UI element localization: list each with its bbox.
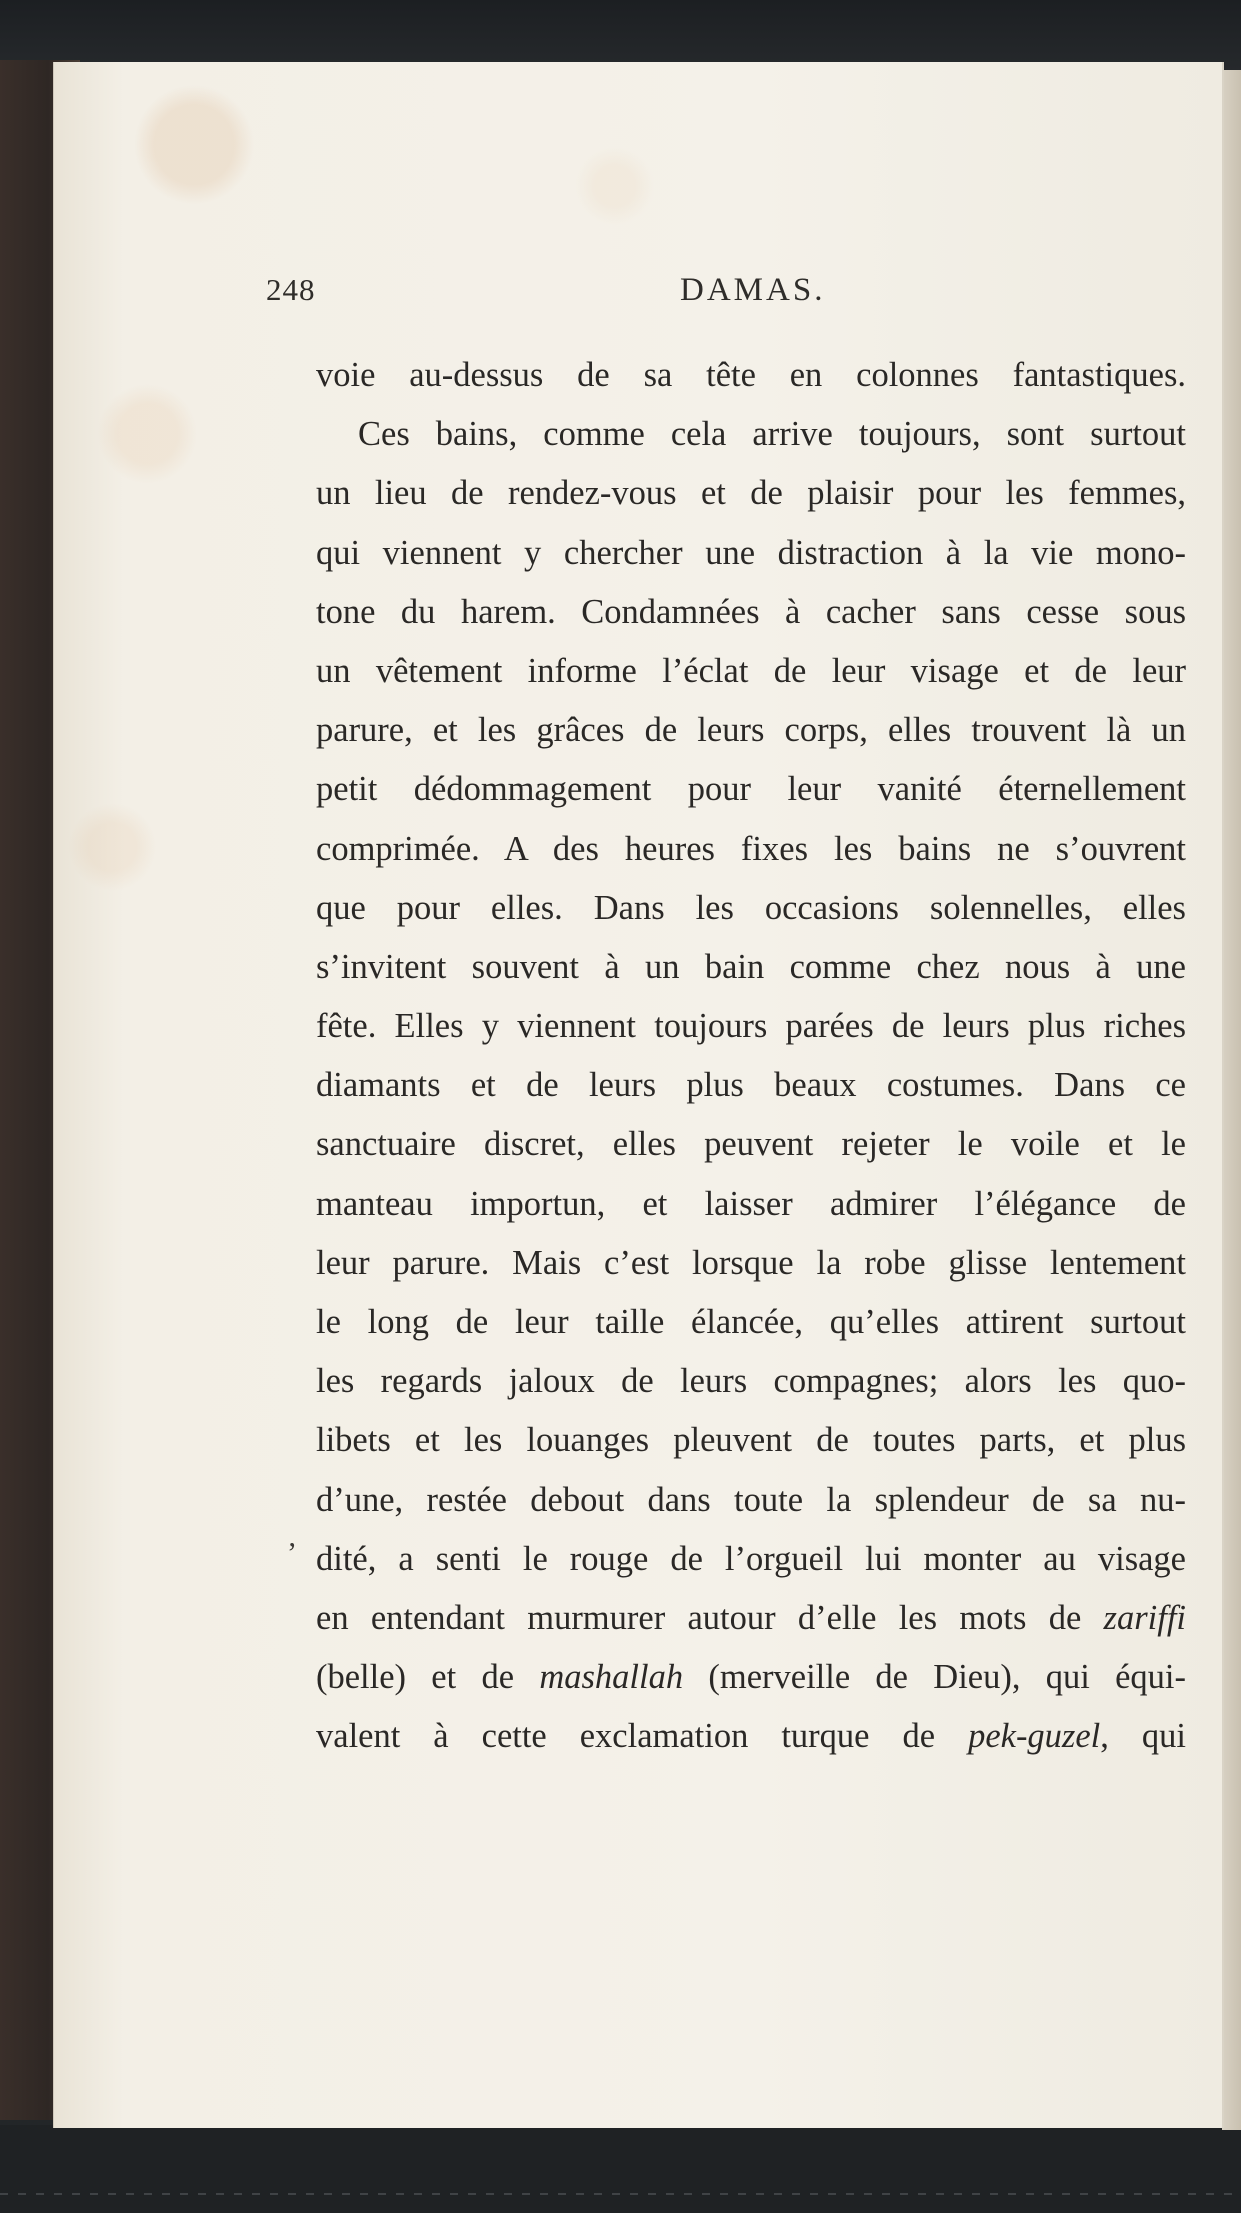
margin-mark: ʼ <box>287 1537 297 1570</box>
text-line: le long de leur taille élancée, qu’elles attirent surtout <box>316 1303 1186 1341</box>
text-segment: (merveille de Dieu), qui équi- <box>683 1658 1187 1697</box>
italic-word: pek-guzel <box>968 1717 1101 1756</box>
italic-word: mashallah <box>539 1658 684 1697</box>
text-line: les regards jaloux de leurs compagnes; alors les quo- <box>316 1362 1186 1401</box>
text-line: libets et les louanges pleuvent de toutes parts, et plus <box>316 1421 1186 1460</box>
text-line: leur parure. Mais c’est lorsque la robe glisse lentement <box>316 1243 1186 1282</box>
text-line: que pour elles. Dans les occasions solennelles, elles <box>316 888 1186 927</box>
text-line <box>316 1589 1186 1648</box>
text-line: tone du harem. Condamnées à cacher sans cesse sous <box>316 592 1186 631</box>
text-line: un lieu de rendez-vous et de plaisir pour les femmes, <box>316 474 1186 513</box>
text-line: d’une, restée debout dans toute la splendeur de sa nu- <box>316 1480 1186 1519</box>
text-line: dité, a senti le rouge de l’orgueil lui monter au visage <box>316 1539 1186 1578</box>
text-line: qui viennent y chercher une distraction à la vie mono- <box>316 533 1186 572</box>
running-title: DAMAS. <box>680 272 826 308</box>
text-segment: , qui <box>1100 1717 1186 1756</box>
page-number: 248 <box>266 272 316 307</box>
body-text <box>316 346 1186 1767</box>
text-line: manteau importun, et laisser admirer l’élégance de <box>316 1184 1186 1223</box>
text-line: s’invitent souvent à un bain comme chez nous à une <box>316 947 1186 986</box>
text-line: parure, et les grâces de leurs corps, elles trouvent là un <box>316 711 1186 750</box>
text-segment: valent à cette exclamation turque de <box>316 1717 969 1756</box>
page-stack-edge <box>1222 70 1241 2130</box>
italic-word: zariffi <box>1103 1598 1186 1637</box>
text-line: sanctuaire discret, elles peuvent rejeter le voile et le <box>316 1125 1186 1164</box>
scanner-ruler-marks <box>0 2193 1241 2195</box>
text-line: voie au-dessus de sa tête en colonnes fantastiques. <box>316 356 1186 394</box>
page-header <box>266 272 1186 320</box>
text-segment: en entendant murmurer autour d’elle les mots de <box>316 1598 1104 1637</box>
text-line: fête. Elles y viennent toujours parées de leurs plus riches <box>316 1007 1186 1046</box>
text-line <box>316 1707 1186 1766</box>
text-line <box>316 1648 1186 1707</box>
text-line: Ces bains, comme cela arrive toujours, sont surtout <box>358 415 1186 454</box>
text-segment: (belle) et de <box>316 1658 540 1697</box>
text-line: petit dédommagement pour leur vanité éternellement <box>316 770 1186 809</box>
text-line: comprimée. A des heures fixes les bains ne s’ouvrent <box>316 829 1186 868</box>
text-line: diamants et de leurs plus beaux costumes. Dans ce <box>316 1066 1186 1105</box>
scanner-bottom-background <box>0 2125 1241 2213</box>
text-line: un vêtement informe l’éclat de leur visage et de leur <box>316 651 1186 690</box>
